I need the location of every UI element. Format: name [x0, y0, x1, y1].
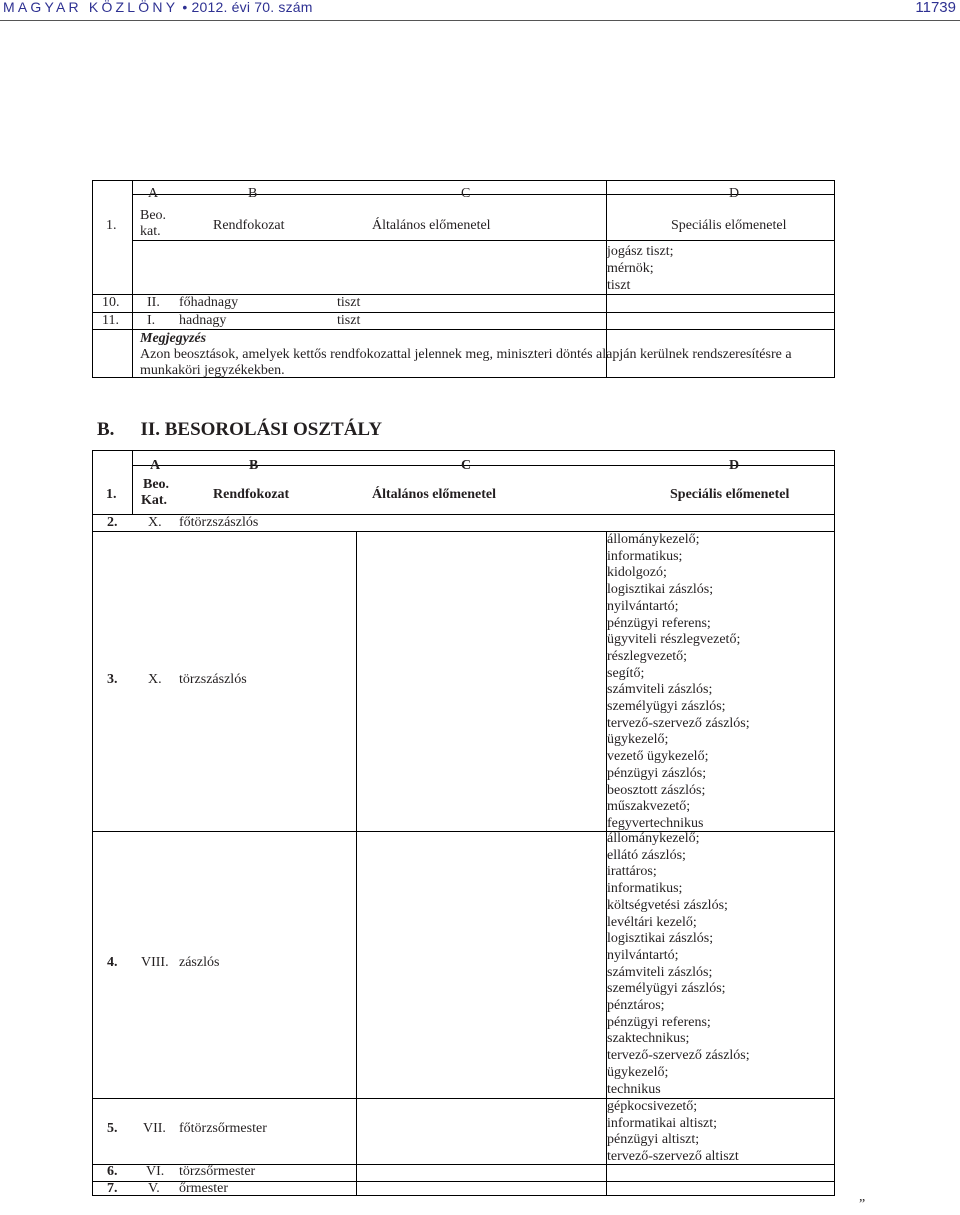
beo-header: Beo.: [143, 477, 170, 492]
row-cat: V.: [148, 1181, 160, 1196]
special-list: [607, 532, 750, 833]
special-item: pénzügyi zászlós;: [607, 765, 707, 781]
section-heading: [97, 419, 382, 441]
row-cat: VIII.: [141, 955, 169, 970]
special-item: ügykezelő;: [607, 732, 669, 748]
beo-kat-header: Beo. kat.: [140, 208, 167, 239]
special-item: nyilvántartó;: [607, 947, 679, 963]
col-letter-c: C: [461, 186, 471, 201]
col-letter-a: A: [148, 186, 159, 201]
special-item: ügyviteli részlegvezető;: [607, 632, 741, 648]
special-item: pénztáros;: [607, 998, 665, 1014]
special-item: technikus: [607, 1081, 661, 1097]
col-divider: [132, 451, 133, 514]
section-letter: B.: [97, 419, 115, 440]
row-general: tiszt: [337, 295, 361, 310]
special-item: beosztott zászlós;: [607, 782, 706, 798]
note-title: Megjegyzés: [140, 331, 207, 346]
row-num: 7.: [107, 1181, 118, 1196]
closing-quote: ”: [859, 1197, 866, 1212]
special-header: Speciális előmenetel: [671, 218, 787, 233]
col-letter-d: D: [729, 458, 740, 473]
note-text: Azon beosztások, amelyek kettős rendfokozattal jelennek meg, miniszteri döntés alapján kerülnek rendszeresítésre a: [140, 347, 792, 362]
special-item: számviteli zászlós;: [607, 682, 713, 698]
special-item: vezető ügykezelő;: [607, 749, 709, 765]
page-number: 11739: [915, 0, 956, 16]
row-cat: I.: [147, 313, 156, 328]
general-header: Általános előmenetel: [372, 487, 497, 502]
special-item: nyilvántartó;: [607, 598, 679, 614]
row-cat: X.: [148, 672, 162, 687]
special-item: műszakvezető;: [607, 799, 691, 815]
table-1: [92, 180, 835, 378]
special-list: [607, 1099, 739, 1166]
row-divider: [93, 329, 834, 330]
kat-header: Kat.: [141, 493, 168, 508]
special-item: pénzügyi referens;: [607, 1014, 711, 1030]
row-cat: VI.: [146, 1164, 165, 1179]
row-num: 2.: [107, 515, 118, 530]
special-item: személyügyi zászlós;: [607, 699, 726, 715]
row-cat: VII.: [143, 1121, 166, 1136]
special-item: számviteli zászlós;: [607, 964, 713, 980]
special-item: kidolgozó;: [607, 565, 667, 581]
special-item: jogász tiszt;: [607, 244, 674, 259]
special-item: költségvetési zászlós;: [607, 897, 728, 913]
row-cat: X.: [148, 515, 162, 530]
special-item: tiszt: [607, 278, 631, 293]
row-num: 1.: [106, 487, 117, 502]
general-header: Általános előmenetel: [372, 218, 491, 233]
rank-header: Rendfokozat: [213, 218, 285, 233]
journal-title: MAGYAR KÖZLÖNY: [3, 0, 179, 15]
row-rank: törzszászlós: [179, 672, 247, 687]
special-item: állománykezelő;: [607, 831, 700, 846]
row-rank: őrmester: [179, 1181, 228, 1196]
special-item: segítő;: [607, 665, 645, 681]
special-item: szaktechnikus;: [607, 1031, 690, 1047]
special-item: állománykezelő;: [607, 532, 700, 547]
special-item: fegyvertechnikus: [607, 815, 704, 831]
row-rank: főtörzsőrmester: [179, 1121, 267, 1136]
bullet: •: [182, 0, 188, 15]
special-item: személyügyi zászlós;: [607, 981, 726, 997]
row-rank: főtörzszászlós: [179, 515, 259, 530]
special-item: logisztikai zászlós;: [607, 582, 714, 598]
special-item: gépkocsivezető;: [607, 1099, 698, 1114]
col-divider: [132, 181, 133, 377]
special-item: informatikus;: [607, 881, 683, 897]
special-item: informatikus;: [607, 548, 683, 564]
issue-info: 2012. évi 70. szám: [191, 0, 313, 15]
section-title: II. BESOROLÁSI OSZTÁLY: [140, 419, 383, 440]
special-item: logisztikai zászlós;: [607, 931, 714, 947]
special-item: irattáros;: [607, 864, 657, 880]
page-header: [0, 0, 960, 22]
special-item: tervező-szervező zászlós;: [607, 715, 750, 731]
row-general: tiszt: [337, 313, 361, 328]
col-letter-c: C: [461, 458, 472, 473]
note-text: munkaköri jegyzékekben.: [140, 363, 285, 378]
col-letter-d: D: [729, 186, 740, 201]
special-item: pénzügyi altiszt;: [607, 1132, 700, 1148]
special-item: ellátó zászlós;: [607, 847, 686, 863]
journal-title-line: [3, 0, 313, 15]
header-rule: [0, 20, 960, 21]
special-item: mérnök;: [607, 261, 654, 276]
special-item: informatikai altiszt;: [607, 1115, 718, 1131]
row-rank: főhadnagy: [179, 295, 239, 310]
special-item: levéltári kezelő;: [607, 914, 697, 930]
row-rank: zászlós: [179, 955, 220, 970]
rank-header: Rendfokozat: [213, 487, 290, 502]
special-item: ügykezelő;: [607, 1064, 669, 1080]
special-header: Speciális előmenetel: [670, 487, 790, 502]
row-rank: törzsőrmester: [179, 1164, 256, 1179]
row-num: 4.: [107, 955, 118, 970]
special-item: pénzügyi referens;: [607, 615, 711, 631]
col-letter-b: B: [248, 186, 258, 201]
special-item: tervező-szervező zászlós;: [607, 1048, 750, 1064]
col-divider: [356, 531, 357, 1195]
row-divider: [132, 240, 834, 241]
special-item: részlegvezető;: [607, 648, 688, 664]
special-item: tervező-szervező altiszt: [607, 1149, 739, 1165]
row-num: 3.: [107, 672, 118, 687]
col-letter-a: A: [150, 458, 161, 473]
row-rank: hadnagy: [179, 313, 227, 328]
special-list: [607, 831, 750, 1098]
table-2: [92, 450, 835, 1196]
row-num: 11.: [102, 313, 119, 328]
row-num: 6.: [107, 1164, 118, 1179]
row-cat: II.: [147, 295, 160, 310]
row-num: 1.: [106, 218, 117, 233]
row-num: 10.: [102, 295, 120, 310]
row-num: 5.: [107, 1121, 118, 1136]
col-letter-b: B: [249, 458, 259, 473]
